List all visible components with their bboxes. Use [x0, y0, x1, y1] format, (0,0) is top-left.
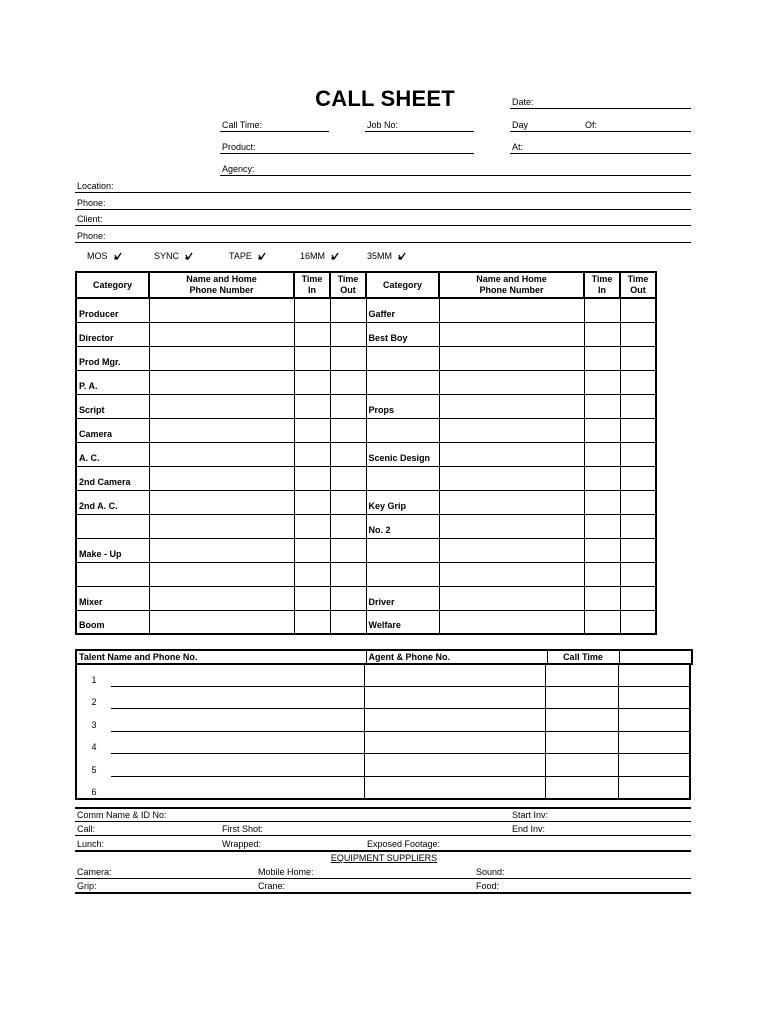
time-out-cell[interactable] — [330, 586, 366, 610]
time-in-cell[interactable] — [584, 562, 620, 586]
format-option-label: SYNC — [154, 251, 180, 261]
crew-category: Producer — [76, 298, 149, 322]
time-in-cell[interactable] — [294, 346, 330, 370]
header-line: Name and Home — [476, 274, 547, 284]
time-out-cell[interactable] — [330, 514, 366, 538]
time-out-cell[interactable] — [620, 346, 656, 370]
header-line: In — [598, 285, 606, 295]
category-header: Category — [76, 272, 149, 298]
header-line: Time — [591, 274, 613, 284]
crew-category: Director — [76, 322, 149, 346]
time-out-cell[interactable] — [620, 466, 656, 490]
first-shot-label: First Shot: — [222, 824, 264, 834]
crew-row — [76, 562, 656, 586]
location-field-line[interactable] — [75, 192, 691, 193]
crew-row — [76, 322, 656, 346]
camera-label: Camera: — [77, 867, 112, 877]
call-time-header: Call Time — [547, 650, 619, 664]
name-cell[interactable] — [439, 322, 584, 346]
time-in-cell[interactable] — [294, 538, 330, 562]
time-in-cell[interactable] — [294, 370, 330, 394]
crew-category: A. C. — [76, 442, 149, 466]
header-line: Name and Home — [186, 274, 257, 284]
crew-category: Scenic Design — [366, 442, 439, 466]
time-out-cell[interactable] — [620, 418, 656, 442]
name-cell[interactable] — [149, 442, 294, 466]
of-label: Of: — [585, 120, 598, 130]
talent-row-line[interactable] — [111, 708, 691, 709]
name-cell[interactable] — [439, 298, 584, 322]
time-out-cell[interactable] — [620, 370, 656, 394]
agency-label: Agency: — [222, 164, 255, 174]
name-cell[interactable] — [149, 346, 294, 370]
crew-category: Prod Mgr. — [76, 346, 149, 370]
job-no-label: Job No: — [367, 120, 399, 130]
crew-category: Make - Up — [76, 538, 149, 562]
talent-name-header: Talent Name and Phone No. — [76, 650, 366, 664]
time-in-cell[interactable] — [584, 538, 620, 562]
lunch-label: Lunch: — [77, 839, 105, 849]
crew-category: Welfare — [366, 610, 439, 634]
time-out-cell[interactable] — [620, 562, 656, 586]
name-cell[interactable] — [149, 370, 294, 394]
talent-rows — [75, 664, 691, 800]
crew-category — [366, 346, 439, 370]
talent-row-line[interactable] — [111, 686, 691, 687]
time-in-cell[interactable] — [584, 442, 620, 466]
crew-row — [76, 538, 656, 562]
exposed-footage-label: Exposed Footage: — [367, 839, 441, 849]
crew-row — [76, 490, 656, 514]
talent-number: 5 — [91, 765, 97, 775]
time-out-cell[interactable] — [330, 346, 366, 370]
time-in-cell[interactable] — [584, 394, 620, 418]
name-cell[interactable] — [439, 610, 584, 634]
day-label: Day — [512, 120, 529, 130]
start-inv-label: Start Inv: — [512, 810, 549, 820]
time-out-cell[interactable] — [620, 586, 656, 610]
crew-category: Best Boy — [366, 322, 439, 346]
crew-category: Script — [76, 394, 149, 418]
time-out-cell[interactable] — [330, 562, 366, 586]
date-label: Date: — [512, 97, 534, 107]
name-cell[interactable] — [439, 394, 584, 418]
client-field-line[interactable] — [75, 225, 691, 226]
time-in-cell[interactable] — [584, 514, 620, 538]
time-out-cell[interactable] — [330, 370, 366, 394]
name-cell[interactable] — [439, 490, 584, 514]
header-line: Time — [301, 274, 323, 284]
crew-row — [76, 346, 656, 370]
name-cell[interactable] — [439, 538, 584, 562]
time-out-cell[interactable] — [330, 610, 366, 634]
at-field-line[interactable] — [510, 153, 691, 154]
comm-name-field-line[interactable] — [75, 821, 691, 822]
time-out-cell[interactable] — [620, 610, 656, 634]
name-cell[interactable] — [149, 514, 294, 538]
agency-field-line[interactable] — [220, 175, 691, 176]
client-phone-field-line[interactable] — [75, 242, 691, 243]
product-field-line[interactable] — [220, 153, 474, 154]
time-out-cell[interactable] — [620, 490, 656, 514]
name-cell[interactable] — [149, 466, 294, 490]
category-header: Category — [366, 272, 439, 298]
day-field-line[interactable] — [510, 131, 691, 132]
time-out-cell[interactable] — [330, 490, 366, 514]
name-cell[interactable] — [439, 370, 584, 394]
call-field-line[interactable] — [75, 835, 691, 836]
crew-row — [76, 610, 656, 634]
time-in-cell[interactable] — [584, 586, 620, 610]
time-out-cell[interactable] — [330, 418, 366, 442]
crew-category — [366, 466, 439, 490]
agent-phone-header: Agent & Phone No. — [366, 650, 547, 664]
time-in-header — [294, 272, 330, 298]
crew-category: No. 2 — [366, 514, 439, 538]
time-in-cell[interactable] — [294, 394, 330, 418]
crew-category: Boom — [76, 610, 149, 634]
talent-number: 4 — [91, 742, 97, 752]
name-cell[interactable] — [439, 514, 584, 538]
end-inv-label: End Inv: — [512, 824, 546, 834]
format-option-35mm[interactable] — [367, 251, 406, 262]
talent-table — [75, 649, 693, 665]
time-in-cell[interactable] — [584, 370, 620, 394]
crew-table — [75, 271, 657, 635]
time-out-cell[interactable] — [330, 322, 366, 346]
food-label: Food: — [476, 881, 500, 891]
name-phone-header — [439, 272, 584, 298]
time-out-cell[interactable] — [620, 322, 656, 346]
crew-category: Camera — [76, 418, 149, 442]
time-in-cell[interactable] — [584, 346, 620, 370]
time-out-cell[interactable] — [620, 442, 656, 466]
crew-row — [76, 586, 656, 610]
time-in-cell[interactable] — [294, 418, 330, 442]
crew-row — [76, 298, 656, 322]
talent-number: 3 — [91, 720, 97, 730]
name-cell[interactable] — [149, 394, 294, 418]
name-cell[interactable] — [439, 466, 584, 490]
format-option-label: TAPE — [229, 251, 252, 261]
time-out-cell[interactable] — [620, 514, 656, 538]
talent-number: 6 — [91, 787, 97, 797]
checkbox-icon — [114, 252, 122, 260]
crew-category: 2nd A. C. — [76, 490, 149, 514]
wrapped-label: Wrapped: — [222, 839, 261, 849]
crew-category: Mixer — [76, 586, 149, 610]
time-in-cell[interactable] — [294, 298, 330, 322]
name-cell[interactable] — [439, 586, 584, 610]
time-in-cell[interactable] — [294, 586, 330, 610]
checkbox-icon — [258, 252, 266, 260]
crew-category: P. A. — [76, 370, 149, 394]
equipment-suppliers-heading: EQUIPMENT SUPPLIERS — [330, 853, 438, 863]
name-cell[interactable] — [149, 538, 294, 562]
crew-category — [366, 538, 439, 562]
name-phone-header — [149, 272, 294, 298]
crew-row — [76, 418, 656, 442]
page-title: CALL SHEET — [315, 86, 455, 111]
phone-label: Phone: — [77, 198, 106, 208]
name-cell[interactable] — [149, 418, 294, 442]
crew-row — [76, 370, 656, 394]
header-line: In — [308, 285, 316, 295]
checkbox-icon — [398, 252, 406, 260]
talent-row-line[interactable] — [111, 731, 691, 732]
time-in-cell[interactable] — [294, 490, 330, 514]
grip-label: Grip: — [77, 881, 97, 891]
client-label: Client: — [77, 214, 103, 224]
name-cell[interactable] — [149, 298, 294, 322]
at-label: At: — [512, 142, 524, 152]
name-cell[interactable] — [149, 610, 294, 634]
crew-category — [76, 514, 149, 538]
comm-name-label: Comm Name & ID No: — [77, 810, 167, 820]
header-line: Phone Number — [189, 285, 254, 295]
extra-header — [619, 650, 692, 664]
crew-category: Props — [366, 394, 439, 418]
time-out-cell[interactable] — [330, 442, 366, 466]
crew-category: Key Grip — [366, 490, 439, 514]
header-line: Time — [627, 274, 649, 284]
phone-field-line[interactable] — [75, 209, 691, 210]
product-label: Product: — [222, 142, 256, 152]
format-option-label: 16MM — [300, 251, 326, 261]
time-out-header — [330, 272, 366, 298]
time-out-cell[interactable] — [330, 538, 366, 562]
time-out-cell[interactable] — [620, 538, 656, 562]
time-out-cell[interactable] — [620, 394, 656, 418]
time-in-cell[interactable] — [294, 466, 330, 490]
format-option-16mm[interactable] — [300, 251, 339, 262]
crew-category — [366, 418, 439, 442]
time-out-cell[interactable] — [330, 394, 366, 418]
time-out-cell[interactable] — [620, 298, 656, 322]
format-option-label: 35MM — [367, 251, 393, 261]
time-in-cell[interactable] — [294, 514, 330, 538]
checkbox-icon — [331, 252, 339, 260]
crew-category: Driver — [366, 586, 439, 610]
header-line: Phone Number — [479, 285, 544, 295]
time-in-cell[interactable] — [584, 322, 620, 346]
crew-row — [76, 466, 656, 490]
crew-category: Gaffer — [366, 298, 439, 322]
time-in-cell[interactable] — [584, 610, 620, 634]
crew-row — [76, 394, 656, 418]
format-option-mos[interactable] — [87, 251, 122, 262]
mobile-home-label: Mobile Home: — [258, 867, 314, 877]
job-no-field-line[interactable] — [365, 131, 474, 132]
date-field-line[interactable] — [510, 108, 691, 109]
name-cell[interactable] — [149, 562, 294, 586]
header-line: Out — [630, 285, 646, 295]
time-in-cell[interactable] — [294, 562, 330, 586]
crew-row — [76, 442, 656, 466]
time-in-cell[interactable] — [294, 442, 330, 466]
call-label: Call: — [77, 824, 96, 834]
name-cell[interactable] — [439, 418, 584, 442]
header-line: Out — [340, 285, 356, 295]
time-in-cell[interactable] — [294, 322, 330, 346]
client-phone-label: Phone: — [77, 231, 106, 241]
name-cell[interactable] — [149, 490, 294, 514]
name-cell[interactable] — [439, 346, 584, 370]
name-cell[interactable] — [439, 442, 584, 466]
time-in-cell[interactable] — [584, 466, 620, 490]
time-in-cell[interactable] — [584, 418, 620, 442]
time-out-cell[interactable] — [330, 298, 366, 322]
format-option-label: MOS — [87, 251, 108, 261]
header-line: Time — [337, 274, 359, 284]
time-in-cell[interactable] — [584, 298, 620, 322]
talent-row-line[interactable] — [111, 776, 691, 777]
time-out-header — [620, 272, 656, 298]
talent-table-header — [76, 650, 692, 664]
crew-category — [366, 562, 439, 586]
crew-row — [76, 514, 656, 538]
name-cell[interactable] — [149, 586, 294, 610]
format-option-sync[interactable] — [154, 251, 193, 262]
location-label: Location: — [77, 181, 114, 191]
crew-category: 2nd Camera — [76, 466, 149, 490]
name-cell[interactable] — [439, 562, 584, 586]
talent-number: 2 — [91, 697, 97, 707]
format-option-tape[interactable] — [229, 251, 266, 262]
sound-label: Sound: — [476, 867, 505, 877]
crew-category — [366, 370, 439, 394]
crane-label: Crane: — [258, 881, 286, 891]
crew-table-header — [76, 272, 656, 298]
talent-row-line[interactable] — [111, 753, 691, 754]
checkbox-icon — [185, 252, 193, 260]
time-in-cell[interactable] — [584, 490, 620, 514]
name-cell[interactable] — [149, 322, 294, 346]
time-in-header — [584, 272, 620, 298]
grip-field-line[interactable] — [75, 892, 691, 894]
crew-category — [76, 562, 149, 586]
talent-number: 1 — [91, 675, 97, 685]
lunch-field-line[interactable] — [75, 850, 691, 852]
footer-top-rule — [75, 807, 691, 809]
camera-field-line[interactable] — [75, 878, 691, 879]
time-in-cell[interactable] — [294, 610, 330, 634]
time-out-cell[interactable] — [330, 466, 366, 490]
call-time-label: Call Time: — [222, 120, 263, 130]
call-time-field-line[interactable] — [220, 131, 329, 132]
